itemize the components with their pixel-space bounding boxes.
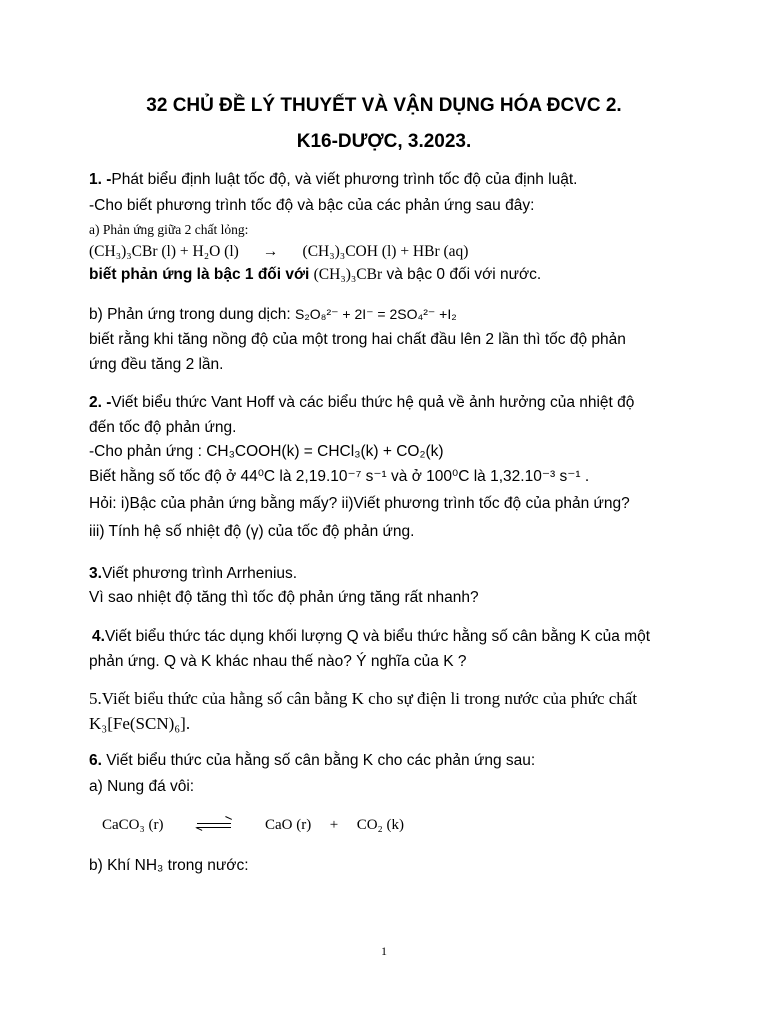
q6-eq-mid: CaO (r)	[264, 817, 312, 833]
q6-a-equation	[102, 815, 404, 835]
q2-heading	[89, 393, 634, 413]
q1-b-equation: S₂O₈²⁻ + 2I⁻ = 2SO₄²⁻ +I₂	[295, 306, 457, 322]
q1-a-equation	[89, 242, 468, 262]
q2-number: 2. -	[89, 394, 112, 411]
q1-b-line	[89, 304, 457, 325]
q2-reaction: -Cho phản ứng : CH₃COOH(k) = CHCl₃(k) + CO₂(k)	[89, 443, 444, 460]
q3-number: 3.	[89, 565, 102, 582]
q2-ask-1: Hỏi: i)Bậc của phản ứng bằng mấy? ii)Viết phương trình tốc độ của phản ứng?	[89, 495, 630, 512]
q2-ask-2: iii) Tính hệ số nhiệt độ (γ) của tốc độ phản ứng.	[89, 523, 415, 540]
q3-heading	[89, 564, 297, 584]
q6-eq-plus: +	[329, 817, 339, 833]
reaction-arrow-icon: →	[262, 243, 279, 260]
q5-text-1: 5.Viết biểu thức của hằng số cân bằng K cho sự điện li trong nước của phức chất	[89, 689, 638, 708]
q1-text: Phát biểu định luật tốc độ, và viết phương trình tốc độ của định luật.	[111, 171, 578, 188]
q6-b-label: b) Khí NH₃ trong nước:	[89, 857, 249, 874]
q1-a-note-end: và bậc 0 đối với nước.	[382, 266, 542, 283]
q1-a-eq-right: (CH₃)₃COH (l) + HBr (aq)	[302, 243, 469, 260]
q1-a-note	[89, 265, 541, 285]
q1-a-note-formula: (CH₃)₃CBr	[313, 266, 383, 283]
q6-heading	[89, 751, 535, 771]
q4-number: 4.	[92, 628, 105, 645]
q3-text-2: Vì sao nhiệt độ tăng thì tốc độ phản ứng tăng rất nhanh?	[89, 589, 479, 606]
q4-heading	[92, 627, 650, 647]
q1-sub: -Cho biết phương trình tốc độ và bậc của các phản ứng sau đây:	[89, 197, 535, 214]
q1-a-eq-left: (CH₃)₃CBr (l) + H₂O (l)	[89, 243, 239, 260]
q1-a-note-start: biết phản ứng là bậc 1 đối với	[89, 266, 314, 283]
q3-text-1: Viết phương trình Arrhenius.	[101, 565, 298, 582]
q6-number: 6.	[89, 752, 102, 769]
q6-eq-right: CO₂ (k)	[356, 817, 405, 833]
q4-text-2: phản ứng. Q và K khác nhau thế nào? Ý nghĩa của K ?	[89, 653, 467, 670]
title-line-1: 32 CHỦ ĐỀ LÝ THUYẾT VÀ VẬN DỤNG HÓA ĐCVC 2.	[146, 95, 622, 116]
title-line-2: K16-DƯỢC, 3.2023.	[296, 131, 472, 152]
q1-number: 1. -	[89, 171, 112, 188]
q1-b-note-2: ứng đều tăng 2 lần.	[89, 356, 224, 373]
q2-text-1: Viết biểu thức Vant Hoff và các biểu thức hệ quả về ảnh hưởng của nhiệt độ	[111, 394, 635, 411]
q2-rate-constants: Biết hằng số tốc độ ở 44⁰C là 2,19.10⁻⁷ s⁻¹ và ở 100⁰C là 1,32.10⁻³ s⁻¹ .	[89, 468, 590, 485]
equilibrium-arrow-icon	[197, 821, 231, 831]
q2-text-2: đến tốc độ phản ứng.	[89, 419, 237, 436]
q1-b-note-1: biết rằng khi tăng nồng độ của một trong hai chất đầu lên 2 lần thì tốc độ phản	[89, 331, 626, 348]
q6-a-label: a) Nung đá vôi:	[89, 778, 195, 795]
q6-eq-left: CaCO₃ (r)	[102, 817, 164, 833]
q5-text-2: K₃[Fe(SCN)₆].	[89, 714, 191, 733]
page-number: 1	[381, 944, 387, 958]
q4-text-1: Viết biểu thức tác dụng khối lượng Q và biểu thức hằng số cân bằng K của một	[104, 628, 651, 645]
q1-b-label: b) Phản ứng trong dung dịch:	[89, 306, 295, 323]
q6-text: Viết biểu thức của hằng số cân bằng K cho các phản ứng sau:	[101, 752, 536, 769]
q1-heading	[89, 170, 577, 190]
q1-a-label: a) Phản ứng giữa 2 chất lỏng:	[89, 222, 249, 237]
